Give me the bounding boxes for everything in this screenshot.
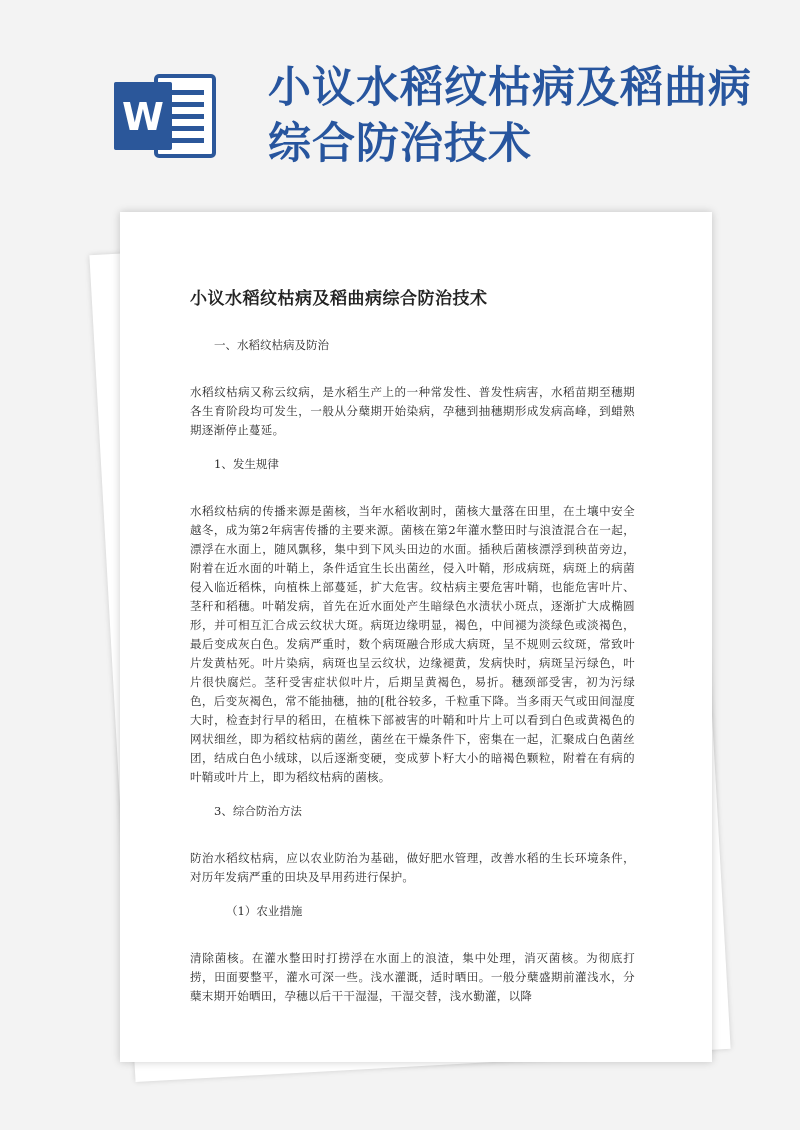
document-content xyxy=(190,284,635,1022)
paragraph-2: 水稻纹枯病的传播来源是菌核，当年水稻收割时，菌核大量落在田里，在土壤中安全越冬，成为第2年病害传播的主要来源。菌核在第2年灌水整田时与浪渣混合在一起，漂浮在水面上，随风飘移，集中到下风头田边的水面。插秧后菌核漂浮到秧苗旁边，附着在近水面的叶鞘上，条件适宜生长出菌丝，侵入叶鞘，形成病斑，病斑上的病菌侵入临近稻株，向植株上部蔓延，扩大危害。纹枯病主要危害叶鞘，也能危害叶片、茎秆和稻穗。叶鞘发病，首先在近水面处产生暗绿色水渍状小斑点，逐渐扩大成椭圆形，并可相互汇合成云纹状大斑。病斑边缘明显，褐色，中间褪为淡绿色或淡褐色，最后变成灰白色。发病严重时，数个病斑融合形成大病斑，呈不规则云纹斑，常致叶片发黄枯死。叶片染病，病斑也呈云纹状，边缘褪黄，发病快时，病斑呈污绿色，叶片很快腐烂。茎秆受害症状似叶片，后期呈黄褐色，易折。穗颈部受害，初为污绿色，后变灰褐色，常不能抽穗，抽的[秕谷较多，千粒重下降。当多雨天气或田间湿度大时，检查封行早的稻田，在植株下部被害的叶鞘和叶片上可以看到白色或黄褐色的网状细丝，即为稻纹枯病的菌丝，菌丝在干燥条件下，密集在一起，汇聚成白色菌丝团，结成白色小绒球，以后逐渐变硬，变成萝卜籽大小的暗褐色颗粒，附着在有病的叶鞘或叶片上，即为稻纹枯病的菌核。 xyxy=(190,504,635,784)
subheading-control-methods: 3、综合防治方法 xyxy=(214,804,302,818)
paragraph-3: 防治水稻纹枯病，应以农业防治为基础，做好肥水管理，改善水稻的生长环境条件，对历年发病严重的田块及早用药进行保护。 xyxy=(190,851,635,884)
subheading-agricultural-measures: （1）农业措施 xyxy=(226,904,303,918)
word-icon xyxy=(112,70,216,162)
paragraph-1: 水稻纹枯病又称云纹病，是水稻生产上的一种常发性、普发性病害，水稻苗期至穗期各生育阶段均可发生，一般从分蘖期开始染病，孕穗到抽穗期形成发病高峰，到蜡熟期逐渐停止蔓延。 xyxy=(190,385,635,437)
document-page xyxy=(120,212,712,1062)
paragraph-4: 清除菌核。在灌水整田时打捞浮在水面上的浪渣，集中处理，消灭菌核。为彻底打捞，田面要整平，灌水可深一些。浅水灌溉，适时晒田。一般分蘖盛期前灌浅水，分蘖末期开始晒田，孕穗以后干干湿湿，干湿交替，浅水勤灌，以降 xyxy=(190,951,635,1003)
subheading-occurrence: 1、发生规律 xyxy=(214,457,279,471)
page-title: 小议水稻纹枯病及稻曲病综合防治技术 xyxy=(268,63,752,169)
section-heading-1: 一、水稻纹枯病及防治 xyxy=(214,338,329,352)
word-icon-letter: W xyxy=(122,95,164,139)
document-title: 小议水稻纹枯病及稻曲病综合防治技术 xyxy=(190,289,488,309)
